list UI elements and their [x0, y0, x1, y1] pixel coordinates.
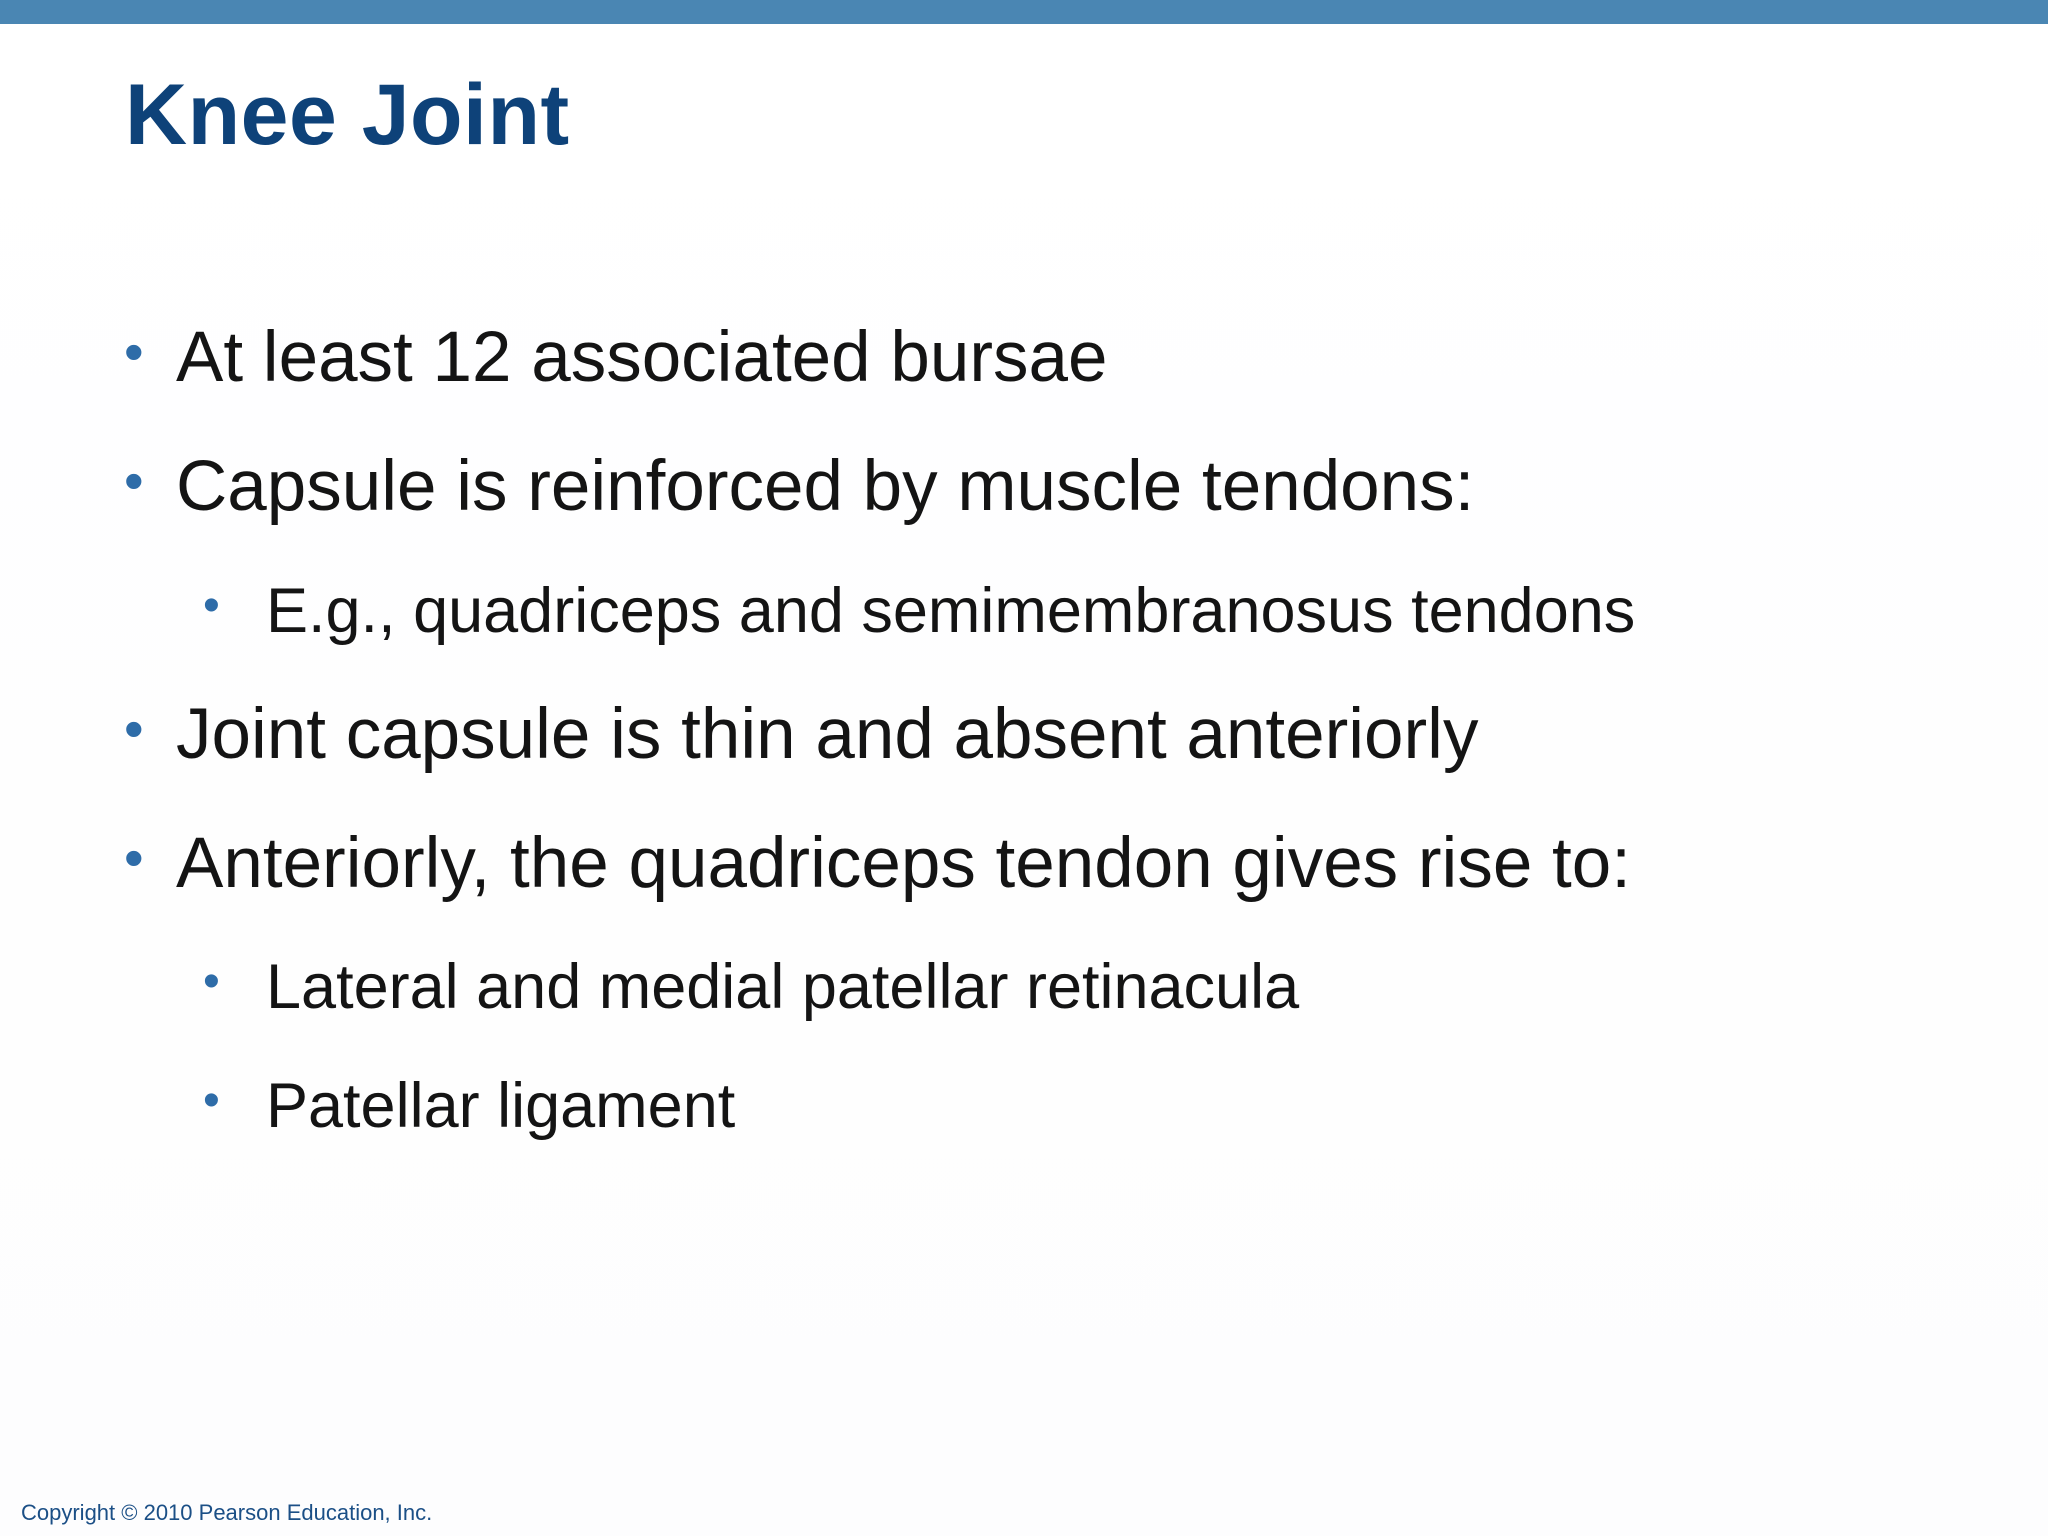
bullet-item	[124, 695, 1479, 774]
sub-bullet-text: E.g., quadriceps and semimembranosus tendons	[266, 576, 1636, 646]
bullet-dot-icon: •	[124, 320, 144, 383]
top-accent-bar	[0, 0, 2048, 24]
bullet-dot-icon: •	[124, 697, 144, 760]
bullet-text: Capsule is reinforced by muscle tendons:	[176, 447, 1475, 526]
sub-bullet-item	[203, 952, 1300, 1022]
bullet-dot-icon: •	[203, 1074, 220, 1127]
bullet-dot-icon: •	[203, 955, 220, 1008]
bullet-item	[124, 824, 1631, 903]
sub-bullet-item	[203, 1071, 736, 1141]
bullet-text: Joint capsule is thin and absent anteriorly	[176, 695, 1479, 774]
bullet-text: Anteriorly, the quadriceps tendon gives rise to:	[176, 824, 1631, 903]
bullet-dot-icon: •	[124, 449, 144, 512]
bullet-dot-icon: •	[124, 826, 144, 889]
slide-title: Knee Joint	[125, 67, 570, 163]
bullet-item	[124, 447, 1475, 526]
sub-bullet-item	[203, 576, 1636, 646]
copyright-footer: Copyright © 2010 Pearson Education, Inc.	[21, 1500, 433, 1525]
bullet-dot-icon: •	[203, 579, 220, 632]
sub-bullet-text: Lateral and medial patellar retinacula	[266, 952, 1300, 1022]
bullet-item	[124, 318, 1108, 397]
sub-bullet-text: Patellar ligament	[266, 1071, 736, 1141]
bullet-text: At least 12 associated bursae	[176, 318, 1108, 397]
